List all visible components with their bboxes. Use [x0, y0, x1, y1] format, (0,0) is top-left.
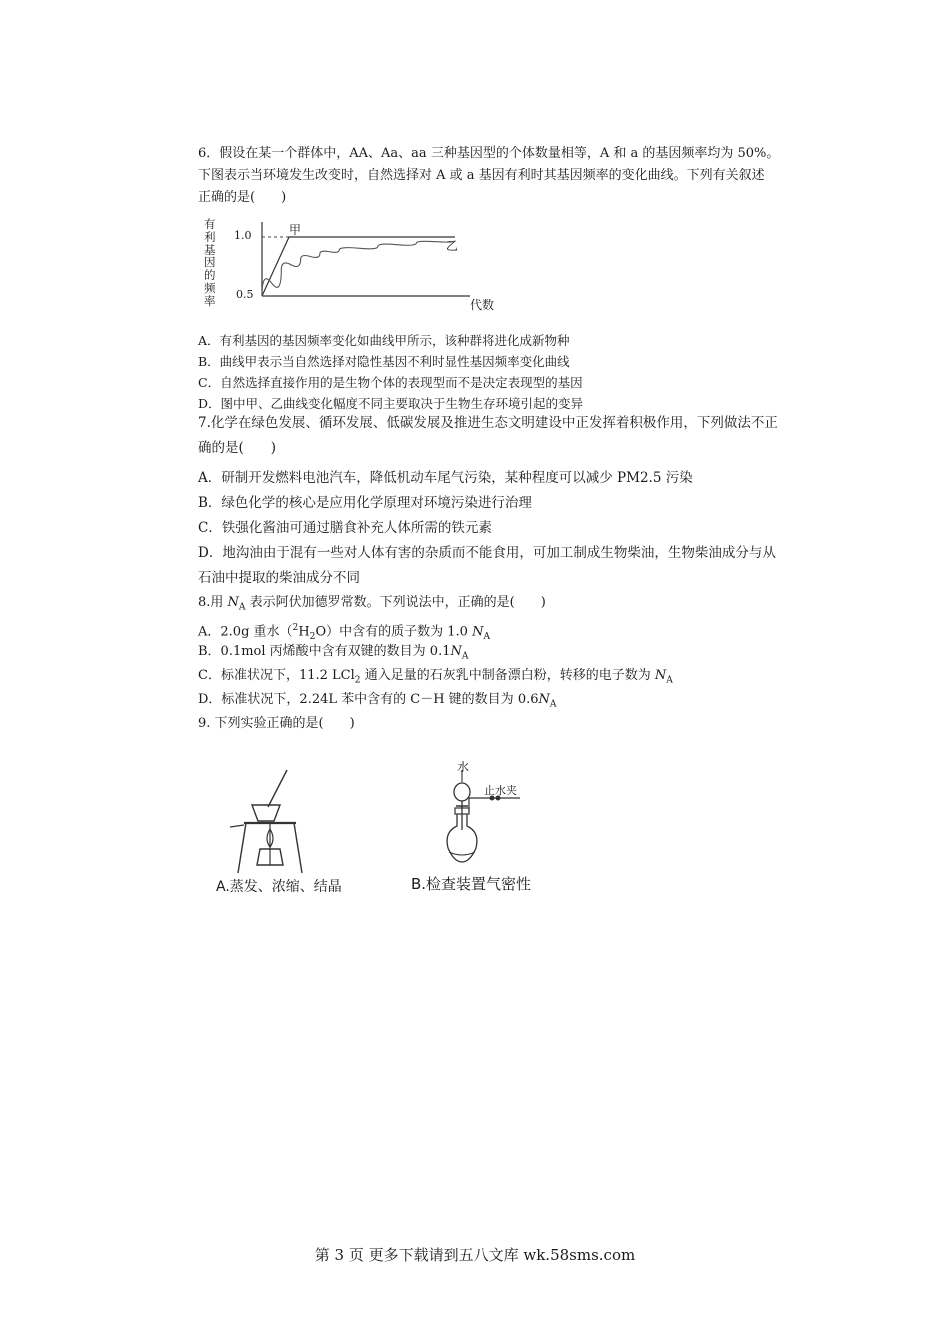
- q8-option-d: D．标准状况下，2.24L 苯中含有的 C－H 键的数目为 $0.6N_A$: [198, 692, 557, 710]
- q6-option-c: C．自然选择直接作用的是生物个体的表现型而不是决定表现型的基因: [198, 375, 583, 390]
- q6-line-1: 6．假设在某一个群体中，AA、Aa、aa 三种基因型的个体数量相等，A 和 a 的基因频率均为 50%。: [198, 146, 780, 161]
- q7-line-2: 确的是( ): [198, 440, 277, 456]
- q7-option-d: D．地沟油由于混有一些对人体有害的杂质而不能食用，可加工制成生物柴油，生物柴油成分与从: [198, 545, 776, 561]
- label-water: 水: [457, 760, 470, 774]
- q6-option-b: B．曲线甲表示当自然选择对隐性基因不利时显性基因频率变化曲线: [198, 354, 570, 369]
- q6-option-a: A．有利基因的基因频率变化如曲线甲所示，该种群将进化成新物种: [198, 333, 570, 348]
- q9-caption-b: B.检查装置气密性: [411, 875, 532, 893]
- q7-line-1: 7.化学在绿色发展、循环发展、低碳发展及推进生态文明建设中正发挥着积极作用，下列做法不正: [198, 415, 778, 431]
- chart-x-axis-label: 代数: [470, 298, 495, 312]
- chart-y-tick-1: 1.0: [234, 229, 252, 242]
- q8-option-a: A．2.0g 重水$(^2H_2O)$中含有的质子数为 1.0 $N_A$: [198, 623, 491, 642]
- label-stop-clamp: 止水夹: [484, 784, 517, 797]
- chart-y-axis-label: 有利基因的频率: [204, 217, 216, 308]
- chart-y-tick-0.5: 0.5: [236, 288, 254, 301]
- page-footer: 第 3 页 更多下载请到五八文库 wk.58sms.com: [314, 1246, 636, 1264]
- q7-option-c: C．铁强化酱油可通过膳食补充人体所需的铁元素: [198, 520, 492, 536]
- q8-stem: 8.用 $N_A$ 表示阿伏加德罗常数。下列说法中，正确的是( ): [198, 595, 546, 613]
- q7-option-b: B．绿色化学的核心是应用化学原理对环境污染进行治理: [198, 495, 532, 511]
- chart-series-jia: [262, 237, 455, 296]
- q6-line-2: 下图表示当环境发生改变时，自然选择对 A 或 a 基因有利时其基因频率的变化曲线。下列有关叙述: [198, 168, 765, 183]
- q8-option-b: B．0.1mol 丙烯酸中含有双键的数目为 $0.1N_A$: [198, 644, 469, 662]
- q8-option-c: C．标准状况下，11.2 LCl$_2$ 通入足量的石灰乳中制备漂白粉，转移的电子数为 $N_A$: [198, 668, 673, 686]
- q6-line-3: 正确的是( ): [198, 190, 287, 205]
- q9-caption-a: A.蒸发、浓缩、结晶: [216, 879, 342, 895]
- q7-option-a: A．研制开发燃料电池汽车，降低机动车尾气污染，某种程度可以减少 PM2.5 污染: [198, 470, 693, 486]
- evaporation-apparatus-figure: [230, 765, 320, 875]
- q7-option-d-continued: 石油中提取的柴油成分不同: [198, 570, 360, 586]
- chart-series-label-yi: 乙: [446, 239, 459, 253]
- chart-series-label-jia: 甲: [289, 223, 302, 237]
- q6-option-d: D．图中甲、乙曲线变化幅度不同主要取决于生物生存环境引起的变异: [198, 396, 584, 411]
- q9-stem: 9. 下列实验正确的是( ): [198, 716, 355, 731]
- chart-series-yi: [262, 241, 455, 296]
